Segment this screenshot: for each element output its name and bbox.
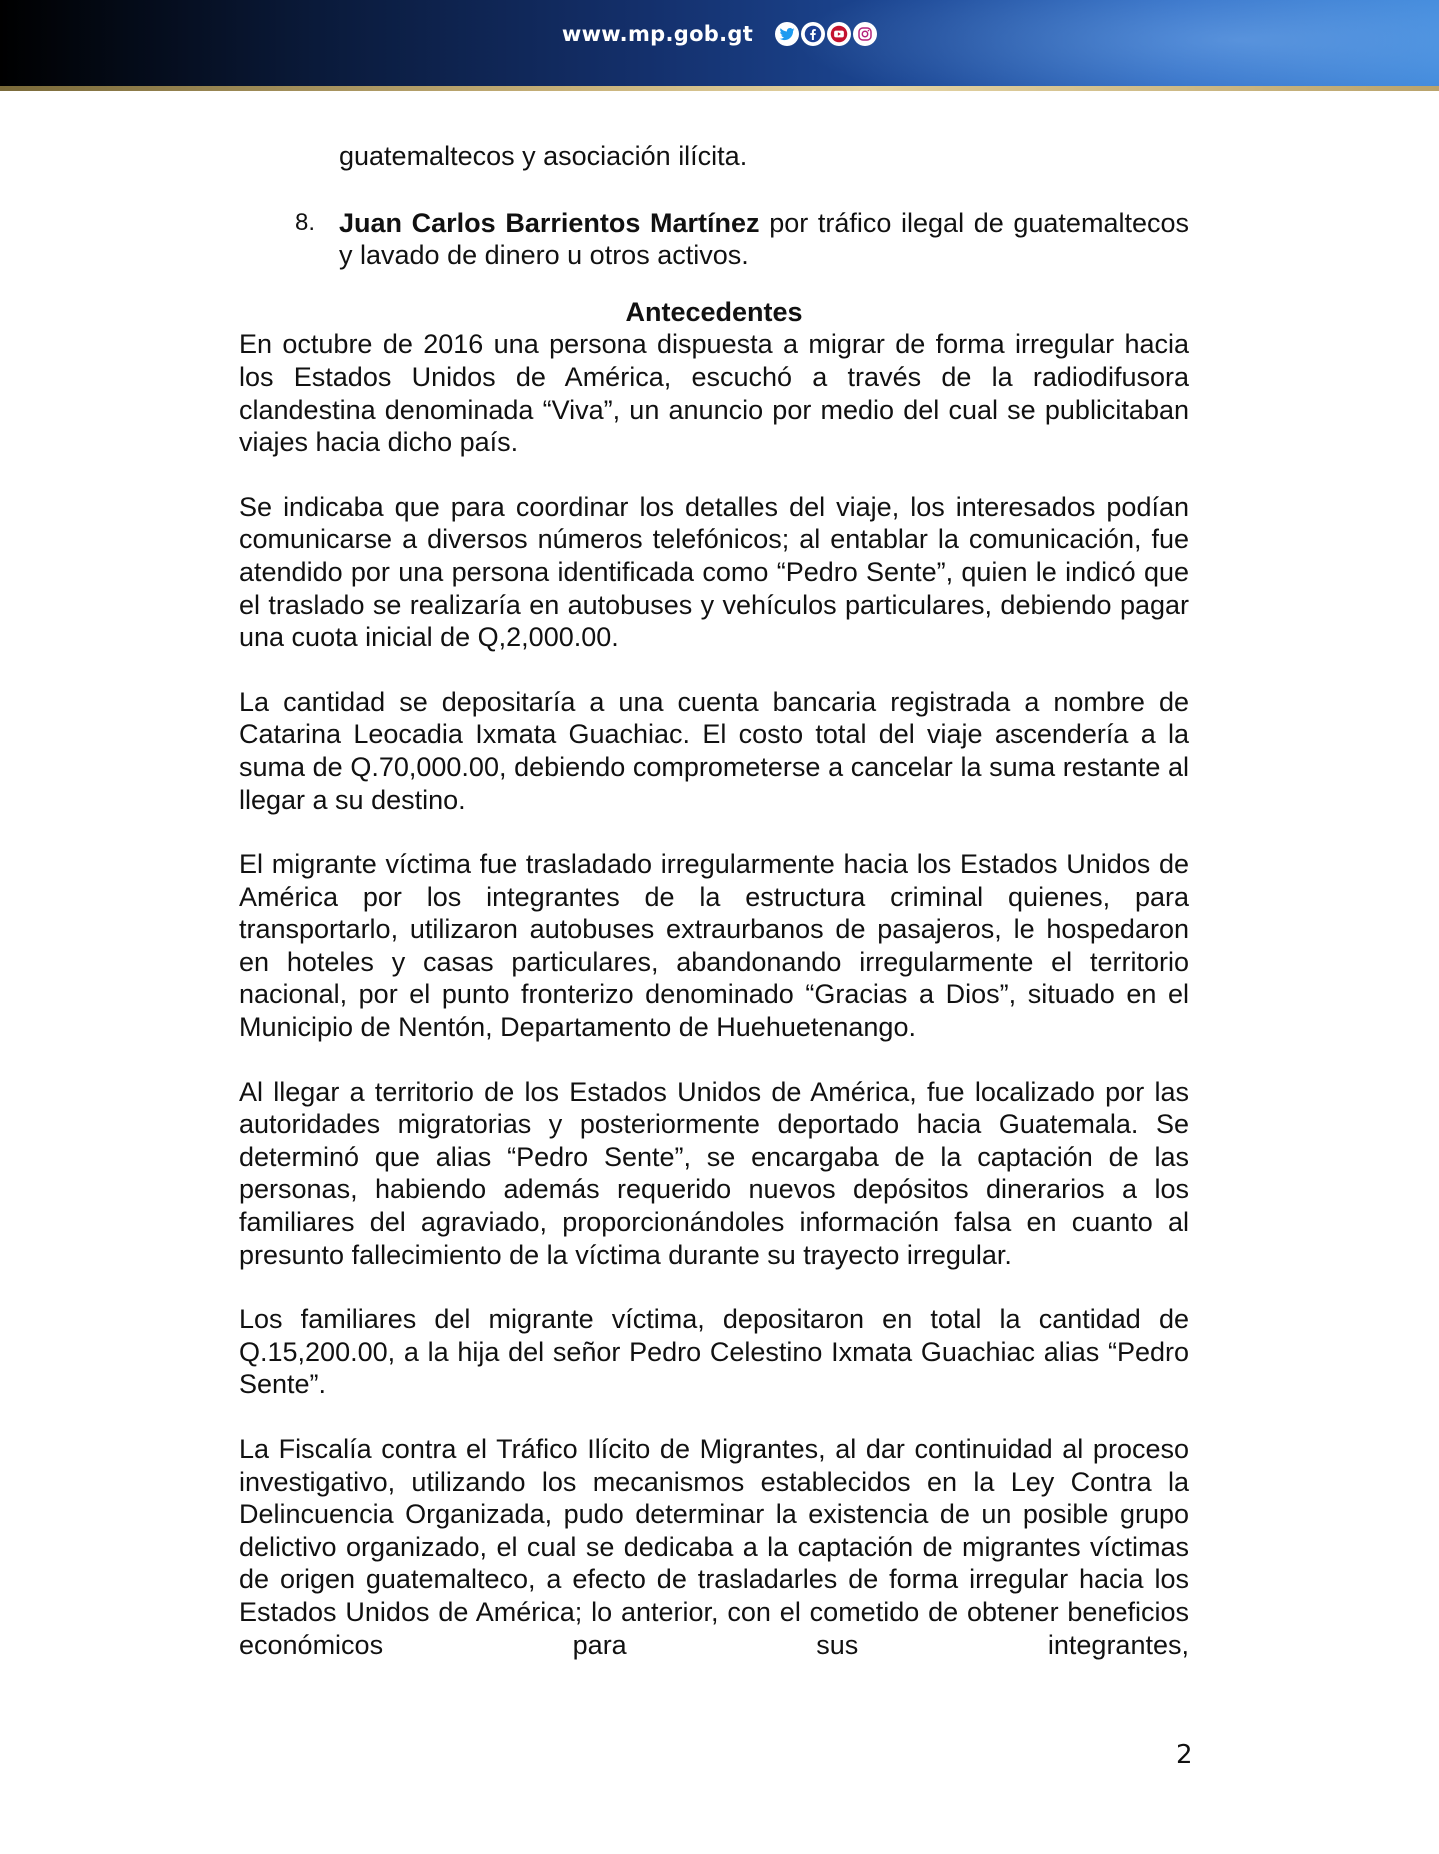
list-item-8 [295, 207, 1189, 272]
site-url-link[interactable]: www.mp.gob.gt [561, 22, 754, 46]
page-number: 2 [1176, 1740, 1193, 1770]
list-item-number: 8. [295, 208, 316, 236]
header-accent-line [0, 86, 1439, 91]
paragraph: En octubre de 2016 una persona dispuesta a migrar de forma irregular hacia los Estados Unidos de América, escuchó a través de la radiodifusora clandestina denominada “Viva”, un anuncio por medio del cual se publicitaban viajes hacia dicho país. [239, 329, 1189, 458]
youtube-icon[interactable] [827, 22, 851, 46]
list-item-text: por tráfico ilegal de guatemaltecos y lavado de dinero u otros activos. [339, 207, 1189, 271]
paragraph: La Fiscalía contra el Tráfico Ilícito de Migrantes, al dar continuidad al proceso investigativo, utilizando los mecanismos establecidos en la Ley Contra la Delincuencia Organizada, pudo determinar la existencia de un posible grupo delictivo organizado, el cual se dedicaba a la captación de migrantes víctimas de origen guatemalteco, a efecto de trasladarles de forma irregular hacia los Estados Unidos de América; lo anterior, con el cometido de obtener beneficios económicos para sus integrantes, [239, 1434, 1189, 1660]
accused-name: Juan Carlos Barrientos Martínez [339, 207, 760, 238]
paragraph: El migrante víctima fue trasladado irregularmente hacia los Estados Unidos de América por los integrantes de la estructura criminal quienes, para transportarlo, utilizaron autobuses extraurbanos de pasajeros, le hospedaron en hoteles y casas particulares, abandonando irregularmente el territorio nacional, por el punto fronterizo denominado “Gracias a Dios”, situado en el Municipio de Nentón, Departamento de Huehuetenango. [239, 849, 1189, 1043]
header-content [0, 22, 1439, 46]
list-item-7-continuation: guatemaltecos y asociación ilícita. [339, 141, 748, 171]
instagram-icon[interactable] [853, 22, 877, 46]
paragraph: Se indicaba que para coordinar los detalles del viaje, los interesados podían comunicarse a diversos números telefónicos; al entablar la comunicación, fue atendido por una persona identificada como “Pedro Sente”, quien le indicó que el traslado se realizaría en autobuses y vehículos particulares, debiendo pagar una cuota inicial de Q,2,000.00. [239, 491, 1189, 653]
social-icons [775, 22, 877, 46]
document-body [239, 140, 1189, 1661]
facebook-icon[interactable] [801, 22, 825, 46]
twitter-icon[interactable] [775, 22, 799, 46]
paragraph: La cantidad se depositaría a una cuenta bancaria registrada a nombre de Catarina Leocadia Ixmata Guachiac. El costo total del viaje ascendería a la suma de Q.70,000.00, debiendo comprometerse a cancelar la suma restante al llegar a su destino. [239, 686, 1189, 815]
paragraph: Al llegar a territorio de los Estados Unidos de América, fue localizado por las autoridades migratorias y posteriormente deportado hacia Guatemala. Se determinó que alias “Pedro Sente”, se encargaba de la captación de las personas, habiendo además requerido nuevos depósitos dinerarios a los familiares del agraviado, proporcionándoles información falsa en cuanto al presunto fallecimiento de la víctima durante su trayecto irregular. [239, 1076, 1189, 1270]
paragraph: Los familiares del migrante víctima, depositaron en total la cantidad de Q.15,200.00, a la hija del señor Pedro Celestino Ixmata Guachiac alias “Pedro Sente”. [239, 1304, 1189, 1400]
section-title: Antecedentes [625, 296, 803, 327]
